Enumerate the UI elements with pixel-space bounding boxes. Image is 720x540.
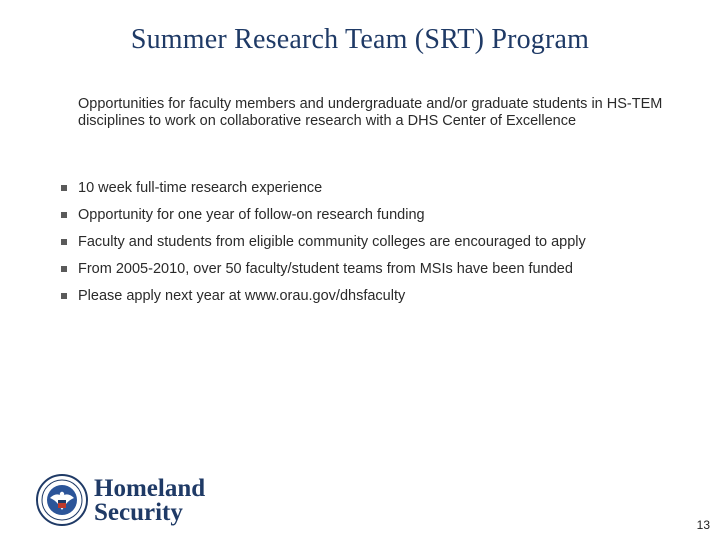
bullet-icon xyxy=(61,266,67,272)
homeland-security-logo xyxy=(36,474,226,528)
intro-paragraph: Opportunities for faculty members and undergraduate and/or graduate students in HS-TEM disciplines to work on collaborative research with a DHS Center of Excellence xyxy=(78,96,663,129)
bullet-text: Please apply next year at www.orau.gov/dhsfaculty xyxy=(78,288,406,304)
bullet-item xyxy=(60,259,586,279)
logo-line-security: Security xyxy=(94,499,183,526)
bullet-text: From 2005-2010, over 50 faculty/student teams from MSIs have been funded xyxy=(78,261,573,277)
slide-title: Summer Research Team (SRT) Program xyxy=(130,24,590,55)
bullet-text: Opportunity for one year of follow-on research funding xyxy=(78,207,425,223)
bullet-text: Faculty and students from eligible community colleges are encouraged to apply xyxy=(78,234,586,250)
bullet-list xyxy=(60,178,586,313)
bullet-item xyxy=(60,205,586,225)
bullet-icon xyxy=(61,185,67,191)
bullet-item xyxy=(60,286,586,306)
dhs-seal-icon xyxy=(36,474,88,526)
bullet-item xyxy=(60,232,586,252)
logo-wordmark xyxy=(94,477,205,525)
bullet-text: 10 week full-time research experience xyxy=(78,180,323,196)
logo-line-homeland: Homeland xyxy=(94,475,206,502)
bullet-icon xyxy=(61,212,67,218)
bullet-icon xyxy=(61,293,67,299)
page-number: 13 xyxy=(696,518,710,532)
bullet-icon xyxy=(61,239,67,245)
bullet-item xyxy=(60,178,586,198)
